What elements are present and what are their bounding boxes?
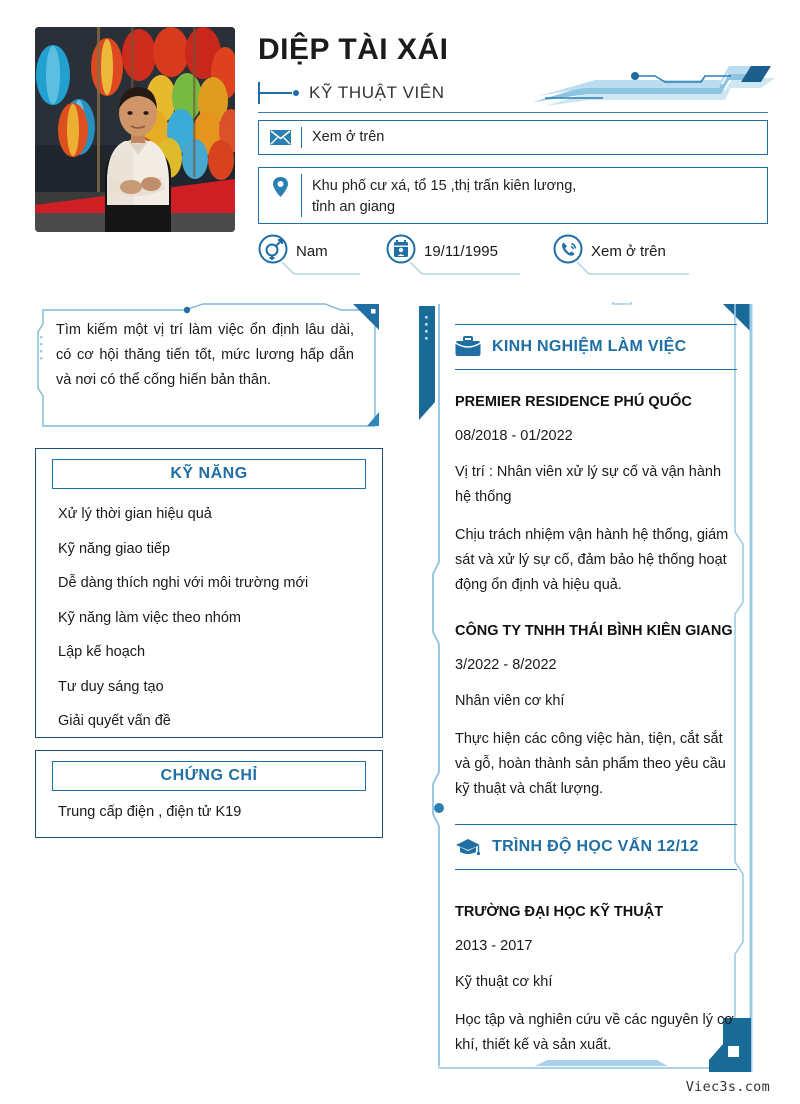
certificates-title: CHỨNG CHỈ	[52, 761, 366, 791]
list-item: Dễ dàng thích nghi với môi trường mới	[58, 575, 309, 591]
watermark: Viec3s.com	[685, 1079, 770, 1095]
skills-title: KỸ NĂNG	[52, 459, 366, 489]
map-pin-icon	[259, 168, 301, 198]
list-item: Giải quyết vấn đề	[58, 713, 171, 729]
graduation-cap-icon	[455, 834, 481, 860]
skills-panel	[35, 448, 383, 738]
entry-role: Kỹ thuật cơ khí	[455, 974, 553, 990]
email-value: Xem ở trên	[312, 129, 385, 145]
entry-date: 2013 - 2017	[455, 938, 533, 954]
envelope-icon	[259, 130, 301, 145]
experience-header	[455, 324, 737, 370]
list-item: Kỹ năng làm việc theo nhóm	[58, 609, 241, 626]
entry-description: Học tập và nghiên cứu về các nguyên lý cơ khí, thiết kế và sản xuất.	[455, 1012, 734, 1053]
title-rule	[258, 82, 296, 104]
certificates-list	[58, 803, 368, 822]
experience-entry	[455, 621, 737, 802]
list-item: Kỹ năng giao tiếp	[58, 540, 171, 557]
phone-value: Xem ở trên	[591, 243, 666, 260]
header-divider	[258, 112, 768, 113]
list-item: Lập kế hoạch	[58, 644, 146, 660]
job-title-row	[258, 82, 445, 104]
entry-role: Nhân viên cơ khí	[455, 693, 565, 709]
entry-description: Chịu trách nhiệm vận hành hệ thống, giám sát và xử lý sự cố, đảm bảo hệ thống hoạt động ổn định và hiệu quả.	[455, 527, 729, 593]
phone-tick	[577, 262, 689, 276]
email-row	[258, 120, 768, 155]
gender-tick	[282, 262, 360, 276]
briefcase-icon	[455, 334, 481, 360]
page-title: DIỆP TÀI XÁI	[258, 33, 449, 66]
entry-organization: PREMIER RESIDENCE PHÚ QUỐC	[455, 394, 692, 410]
list-item: Tư duy sáng tạo	[58, 678, 164, 695]
list-item: Xử lý thời gian hiệu quả	[58, 506, 212, 522]
list-item: Trung cấp điện , điện tử K19	[58, 804, 242, 820]
right-column	[417, 302, 767, 1074]
cv-header	[0, 0, 800, 285]
gender-value: Nam	[296, 243, 328, 260]
education-header	[455, 824, 737, 870]
entry-description: Thực hiện các công việc hàn, tiện, cắt sắt và gỗ, hoàn thành sản phẩm theo yêu cầu kỹ thuật và chất lượng.	[455, 731, 726, 797]
experience-section	[455, 324, 737, 802]
entry-role: Vị trí : Nhân viên xử lý sự cố và vận hành hệ thống	[455, 464, 722, 505]
birthday-tick	[410, 262, 520, 276]
address-line-1: Khu phố cư xá, tổ 15 ,thị trấn kiên lương,	[312, 178, 577, 194]
entry-organization: TRƯỜNG ĐẠI HỌC KỸ THUẬT	[455, 904, 664, 920]
job-title: KỸ THUẬT VIÊN	[309, 83, 445, 102]
certificates-panel	[35, 750, 383, 838]
entry-date: 3/2022 - 8/2022	[455, 657, 557, 673]
personal-info-row	[258, 234, 778, 282]
address-row	[258, 167, 768, 224]
experience-title: KINH NGHIỆM LÀM VIỆC	[492, 338, 687, 355]
education-entry	[455, 902, 737, 1058]
address-value	[302, 168, 586, 218]
objective-text: Tìm kiếm một vị trí làm việc ổn định lâu dài, có cơ hội thăng tiến tốt, mức lương hấp dẫn và nơi có thể cống hiến bản thân.	[56, 322, 354, 388]
birthday-value: 19/11/1995	[424, 243, 498, 260]
education-section	[455, 824, 737, 1058]
education-title: TRÌNH ĐỘ HỌC VẤN 12/12	[492, 838, 699, 855]
entry-date: 08/2018 - 01/2022	[455, 428, 573, 444]
skills-list	[58, 505, 368, 747]
experience-entry	[455, 392, 737, 598]
address-line-2: tỉnh an giang	[312, 199, 396, 215]
avatar	[35, 27, 235, 232]
entry-organization: CÔNG TY TNHH THÁI BÌNH KIÊN GIANG	[455, 623, 733, 639]
header-decoration	[525, 62, 775, 112]
